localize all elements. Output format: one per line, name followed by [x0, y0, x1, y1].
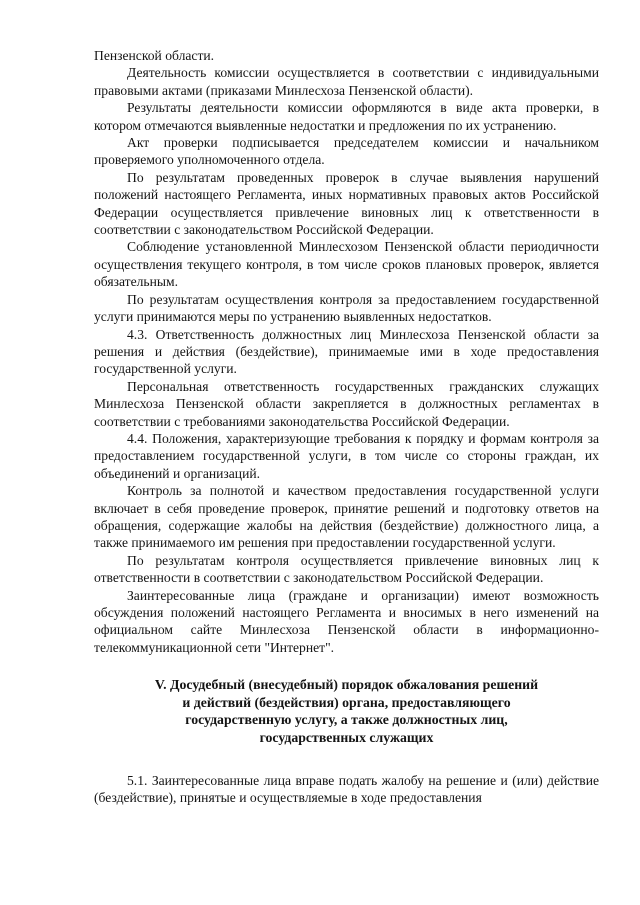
document-page [94, 47, 599, 806]
paragraph-public-discussion: Заинтересованные лица (граждане и организации) имеют возможность обсуждения положений настоящего Регламента и вносимых в него изменений на официальном сайте Минлесхоза Пензенской области в информационно-телекоммуникационной сети "Интернет". [94, 587, 599, 655]
paragraph-section-5-1: 5.1. Заинтересованные лица вправе подать жалобу на решение и (или) действие (бездействие), принятые и осуществляемые в ходе предоставления [94, 772, 599, 805]
paragraph-continuation: Пензенской области. [94, 48, 215, 63]
paragraph-control-periodicity: Соблюдение установленной Минлесхозом Пензенской области периодичности осуществления текущего контроля, в том числе сроков плановых проверок, является обязательным. [94, 239, 599, 290]
paragraph-control-measures: По результатам осуществления контроля за предоставлением государственной услуги принимаются меры по устранению выявленных недостатков. [94, 291, 599, 325]
heading-line: и действий (бездействия) органа, предоставляющего [182, 694, 511, 710]
paragraph-inspection-act: Акт проверки подписывается председателем комиссии и начальником проверяемого уполномоченного отдела. [94, 135, 599, 168]
heading-line: V. Досудебный (внесудебный) порядок обжалования решений [154, 677, 539, 693]
paragraph-violations: По результатам проведенных проверок в случае выявления нарушений положений настоящего Регламента, иных нормативных правовых актов Российской Федерации осуществляется привлечение виновных лиц к ответственности в соответствии с законодательством Российской Федерации. [94, 169, 599, 238]
paragraph-section-4-3: 4.3. Ответственность должностных лиц Минлесхоза Пензенской области за решения и действия (бездействие), принимаемые ими в ходе предоставления государственной услуги. [94, 326, 599, 377]
paragraph-quality-control: Контроль за полнотой и качеством предоставления государственной услуги включает в себя проведение проверок, принятие решений и подготовку ответов на обращения, содержащие жалобы на действия (бездействие) должностного лица, а также принимаемого им решения при предоставлении государственной услуги. [94, 483, 599, 551]
paragraph-liability: По результатам контроля осуществляется привлечение виновных лиц к ответственности в соответствии с законодательством Российской Федерации. [94, 552, 599, 586]
heading-line: государственную услугу, а также должностных лиц, [185, 712, 508, 728]
section-v-heading [94, 676, 599, 746]
paragraph-personal-responsibility: Персональная ответственность государственных гражданских служащих Минлесхоза Пензенской области закрепляется в должностных регламентах в соответствии с требованиями законодательства Российской Федерации. [94, 378, 599, 429]
heading-line: государственных служащих [259, 730, 434, 745]
paragraph-commission-activity: Деятельность комиссии осуществляется в соответствии с индивидуальными правовыми актами (приказами Минлесхоза Пензенской области). [94, 65, 599, 98]
paragraph-commission-results: Результаты деятельности комиссии оформляются в виде акта проверки, в котором отмечаются выявленные недостатки и предложения по их устранению. [94, 100, 599, 133]
paragraph-section-4-4: 4.4. Положения, характеризующие требования к порядку и формам контроля за предоставлением государственной услуги, в том числе со стороны граждан, их объединений и организаций. [94, 430, 599, 481]
